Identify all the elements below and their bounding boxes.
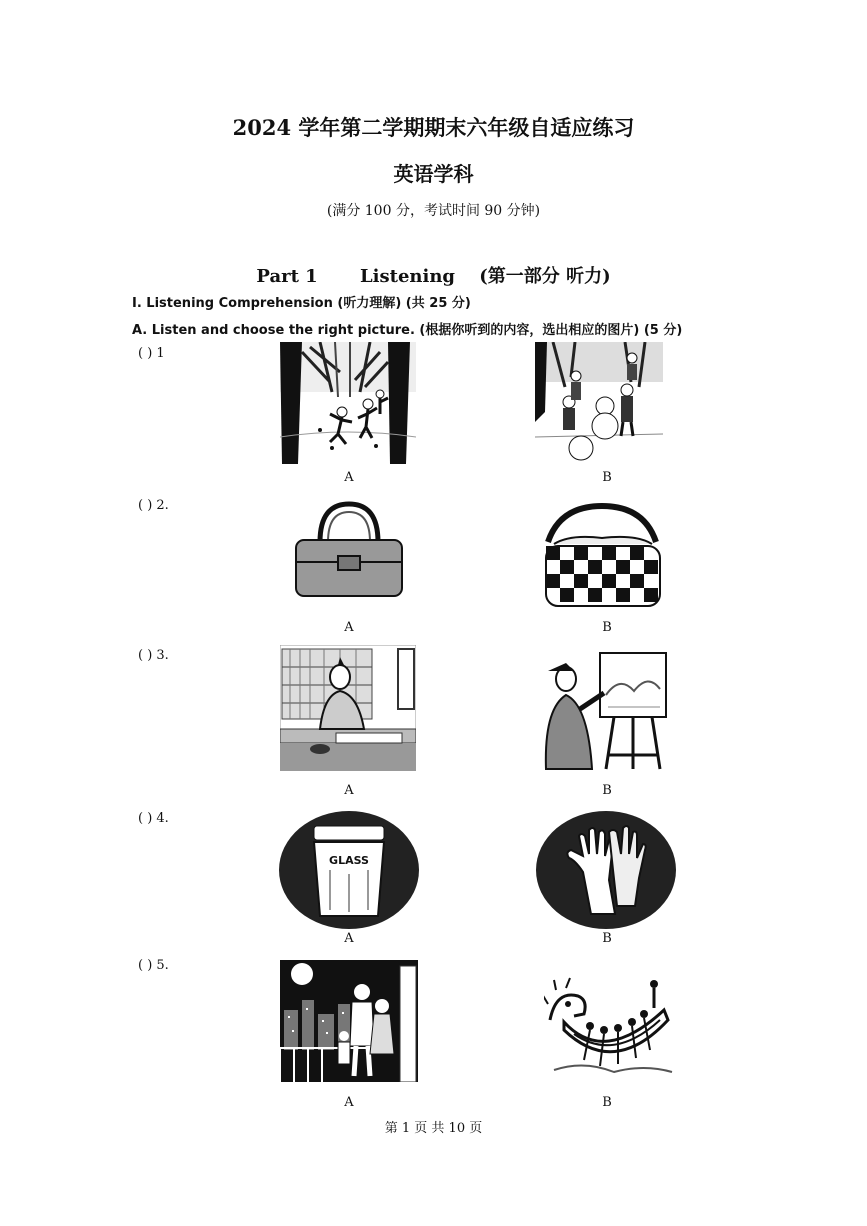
option-a-label: A [344, 470, 354, 485]
picture-leather-handbag [290, 500, 408, 600]
picture-rubber-gloves [535, 810, 677, 930]
option-a-label: A [344, 620, 354, 635]
part-name: Part 1 [256, 266, 318, 287]
section-heading: I. Listening Comprehension (听力理解) (共 25 分) [132, 296, 471, 311]
option-b-label: B [602, 783, 612, 798]
part-topic: Listening [360, 266, 455, 287]
subsection-instruction: A. Listen and choose the right picture. (根据你听到的内容，选出相应的图片) (5 分) [132, 323, 683, 338]
picture-ancient-man-painting-at-easel [544, 645, 672, 771]
option-a-label: A [344, 1095, 354, 1110]
part-cn: (第一部分 听力) [479, 266, 611, 287]
picture-dragon-boat-race [544, 960, 676, 1080]
picture-checkered-cloth-bag [540, 500, 666, 612]
picture-children-playing-in-snowy-woods [280, 342, 416, 464]
question-number: ( ) 4. [138, 811, 169, 826]
picture-family-viewing-moon-from-balcony [280, 960, 418, 1082]
option-a-label: A [344, 931, 354, 946]
subject-title: 英语学科 [393, 162, 474, 186]
option-a-label: A [344, 783, 354, 798]
question-number: ( ) 5. [138, 958, 169, 973]
page-title: 2024 学年第二学期期末六年级自适应练习 [232, 115, 635, 140]
picture-ancient-man-writing-at-desk [280, 645, 416, 771]
option-b-label: B [602, 620, 612, 635]
option-b-label: B [602, 931, 612, 946]
picture-children-making-snowman [535, 342, 663, 462]
page-footer: 第 1 页 共 10 页 [384, 1121, 483, 1136]
question-number: ( ) 1 [138, 346, 165, 361]
picture-glass-recycling-bin [278, 810, 420, 930]
question-number: ( ) 3. [138, 648, 169, 663]
exam-info: (满分 100 分，考试时间 90 分钟) [326, 203, 541, 219]
option-b-label: B [602, 1095, 612, 1110]
option-b-label: B [602, 470, 612, 485]
part-heading [0, 262, 867, 288]
bin-label-text: GLASS [329, 854, 369, 867]
question-number: ( ) 2. [138, 498, 169, 513]
